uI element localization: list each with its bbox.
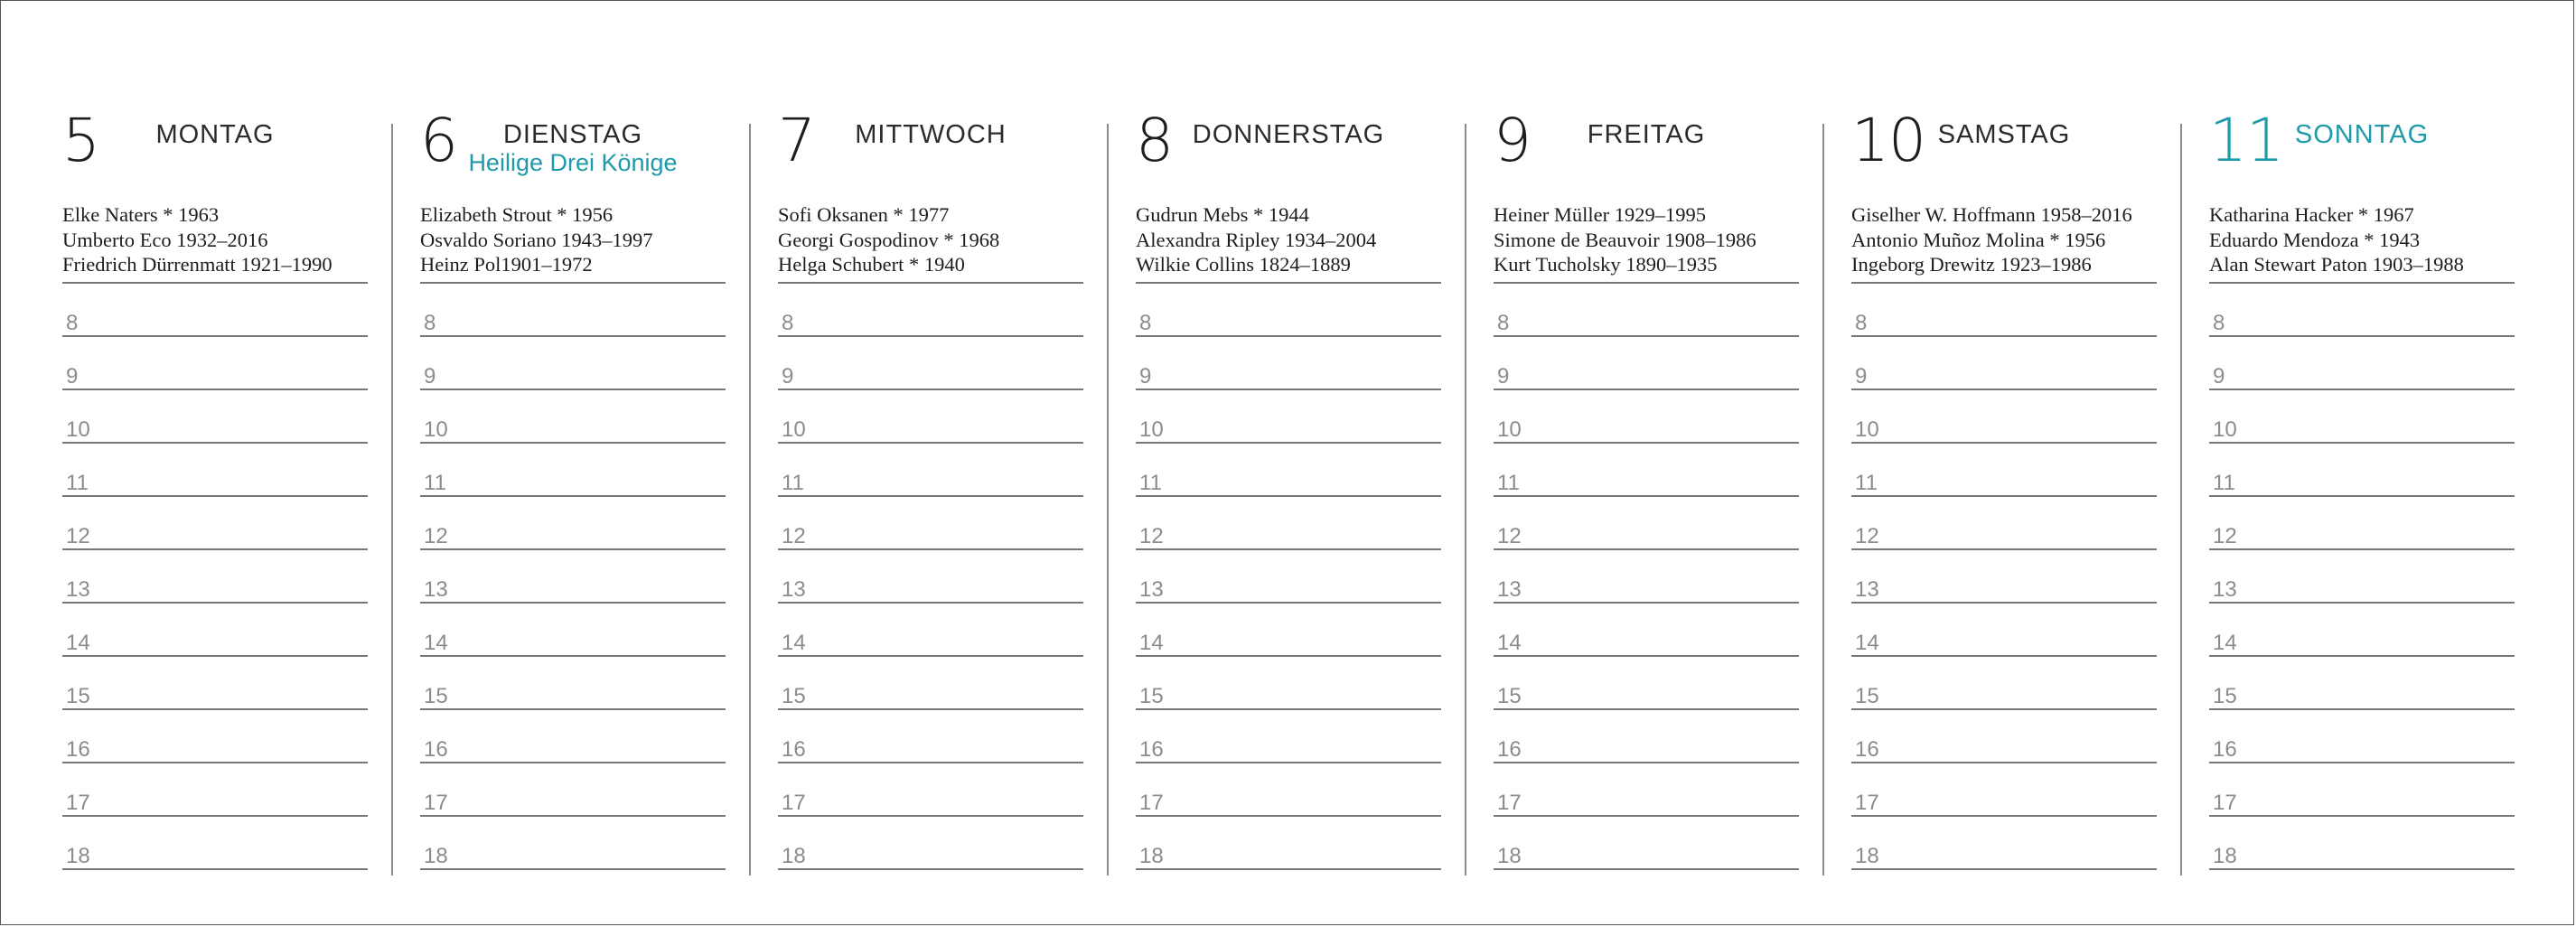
hour-label: 10 <box>1855 417 1879 442</box>
hour-label: 13 <box>1855 577 1879 602</box>
hour-slot[interactable] <box>778 284 1083 337</box>
column-divider <box>1107 124 1109 876</box>
hour-slot[interactable] <box>778 817 1083 870</box>
hour-slots <box>778 284 1083 870</box>
day-number: 11 <box>2209 106 2283 175</box>
hour-label: 9 <box>2213 364 2225 389</box>
hour-slot[interactable] <box>1851 497 2157 550</box>
birthdays-list <box>420 202 726 282</box>
hour-slot[interactable] <box>62 390 368 444</box>
hour-slot[interactable] <box>1136 604 1441 657</box>
day-header <box>1494 106 1799 200</box>
hour-label: 12 <box>66 524 90 548</box>
hour-label: 8 <box>1139 311 1152 335</box>
hour-slot[interactable] <box>1851 550 2157 604</box>
hour-slot[interactable] <box>420 390 726 444</box>
day-column <box>1494 106 1799 874</box>
hour-slot[interactable] <box>1851 284 2157 337</box>
hour-slot[interactable] <box>1136 817 1441 870</box>
hour-label: 17 <box>2213 791 2237 815</box>
day-header <box>62 106 368 200</box>
hour-label: 15 <box>1497 684 1522 708</box>
hour-label: 15 <box>1139 684 1164 708</box>
day-number: 7 <box>778 106 815 175</box>
hour-slot[interactable] <box>2209 337 2515 390</box>
hour-slot[interactable] <box>1494 817 1799 870</box>
hour-label: 15 <box>424 684 448 708</box>
birthday-entry: Gudrun Mebs * 1944 <box>1136 203 1309 226</box>
holiday-label: Heilige Drei Könige <box>468 149 678 176</box>
hour-slot[interactable] <box>1494 763 1799 817</box>
weekday-name: DIENSTAG <box>502 120 643 149</box>
hour-label: 12 <box>782 524 806 548</box>
hour-label: 13 <box>1497 577 1522 602</box>
weekday-name: SONNTAG <box>2294 120 2430 149</box>
hour-label: 17 <box>1855 791 1879 815</box>
hour-slots <box>62 284 368 870</box>
birthday-entry: Umberto Eco 1932–2016 <box>62 228 268 251</box>
hour-label: 10 <box>1497 417 1522 442</box>
hour-label: 16 <box>1139 737 1164 762</box>
hour-label: 18 <box>66 844 90 868</box>
hour-slot[interactable] <box>1494 390 1799 444</box>
hour-label: 16 <box>782 737 806 762</box>
hour-label: 18 <box>1855 844 1879 868</box>
hour-label: 8 <box>424 311 436 335</box>
day-column <box>1136 106 1441 874</box>
hour-label: 9 <box>1855 364 1868 389</box>
hour-label: 10 <box>66 417 90 442</box>
hour-slot[interactable] <box>1136 444 1441 497</box>
hour-label: 8 <box>1497 311 1510 335</box>
hour-label: 12 <box>1855 524 1879 548</box>
hour-slot[interactable] <box>1851 390 2157 444</box>
hour-slot[interactable] <box>1494 444 1799 497</box>
hour-label: 15 <box>1855 684 1879 708</box>
day-column <box>778 106 1083 874</box>
birthday-entry: Alexandra Ripley 1934–2004 <box>1136 228 1377 251</box>
birthday-entry: Helga Schubert * 1940 <box>778 253 965 276</box>
hour-slot[interactable] <box>62 817 368 870</box>
hour-slot[interactable] <box>1851 337 2157 390</box>
hour-slot[interactable] <box>1494 604 1799 657</box>
hour-slot[interactable] <box>62 763 368 817</box>
hour-slot[interactable] <box>420 284 726 337</box>
hour-slot[interactable] <box>1494 550 1799 604</box>
hour-label: 9 <box>1497 364 1510 389</box>
hour-slot[interactable] <box>2209 497 2515 550</box>
hour-label: 11 <box>782 471 804 495</box>
hour-slot[interactable] <box>778 710 1083 763</box>
day-column <box>2209 106 2515 874</box>
day-column <box>1851 106 2157 874</box>
hour-label: 14 <box>424 631 448 655</box>
hour-label: 13 <box>424 577 448 602</box>
hour-slot[interactable] <box>1494 284 1799 337</box>
birthday-entry: Alan Stewart Paton 1903–1988 <box>2209 253 2464 276</box>
birthdays-list <box>62 202 368 282</box>
hour-slot[interactable] <box>2209 763 2515 817</box>
hour-slot[interactable] <box>778 763 1083 817</box>
hour-label: 18 <box>2213 844 2237 868</box>
hour-slot[interactable] <box>420 710 726 763</box>
birthday-entry: Kurt Tucholsky 1890–1935 <box>1494 253 1718 276</box>
birthday-entry: Giselher W. Hoffmann 1958–2016 <box>1851 203 2132 226</box>
birthdays-list <box>1136 202 1441 282</box>
hour-slot[interactable] <box>420 550 726 604</box>
weekday-name: DONNERSTAG <box>1192 120 1385 149</box>
hour-label: 11 <box>66 471 89 495</box>
hour-slots <box>1494 284 1799 870</box>
day-number: 10 <box>1851 106 1925 175</box>
day-header <box>1136 106 1441 200</box>
weekday-name: FREITAG <box>1587 120 1706 149</box>
birthday-entry: Heiner Müller 1929–1995 <box>1494 203 1706 226</box>
hour-label: 15 <box>782 684 806 708</box>
hour-slot[interactable] <box>1851 763 2157 817</box>
hour-label: 18 <box>1497 844 1522 868</box>
hour-slot[interactable] <box>62 444 368 497</box>
hour-label: 15 <box>2213 684 2237 708</box>
hour-label: 14 <box>1497 631 1522 655</box>
hour-label: 18 <box>782 844 806 868</box>
hour-slot[interactable] <box>1136 550 1441 604</box>
day-number: 6 <box>420 106 457 175</box>
birthday-entry: Katharina Hacker * 1967 <box>2209 203 2414 226</box>
hour-label: 11 <box>2213 471 2235 495</box>
hour-slots <box>420 284 726 870</box>
hour-slot[interactable] <box>420 604 726 657</box>
hour-label: 13 <box>2213 577 2237 602</box>
hour-slot[interactable] <box>2209 710 2515 763</box>
hour-slot[interactable] <box>1494 337 1799 390</box>
birthdays-list <box>1851 202 2157 282</box>
hour-slots <box>2209 284 2515 870</box>
hour-slot[interactable] <box>1136 657 1441 710</box>
hour-label: 12 <box>1139 524 1164 548</box>
hour-slot[interactable] <box>2209 284 2515 337</box>
weekday-name: SAMSTAG <box>1937 120 2071 149</box>
hour-slot[interactable] <box>62 710 368 763</box>
hour-label: 13 <box>782 577 806 602</box>
hour-label: 13 <box>66 577 90 602</box>
hour-label: 9 <box>782 364 794 389</box>
birthday-entry: Sofi Oksanen * 1977 <box>778 203 950 226</box>
hour-label: 10 <box>424 417 448 442</box>
hour-label: 16 <box>424 737 448 762</box>
hour-label: 12 <box>2213 524 2237 548</box>
hour-label: 11 <box>424 471 446 495</box>
hour-label: 14 <box>2213 631 2237 655</box>
hour-slot[interactable] <box>1136 337 1441 390</box>
hour-slot[interactable] <box>62 604 368 657</box>
hour-label: 8 <box>66 311 79 335</box>
day-column <box>62 106 368 874</box>
birthday-entry: Elizabeth Strout * 1956 <box>420 203 614 226</box>
hour-label: 13 <box>1139 577 1164 602</box>
hour-label: 8 <box>782 311 794 335</box>
day-number: 9 <box>1494 106 1531 175</box>
hour-slot[interactable] <box>420 817 726 870</box>
hour-slot[interactable] <box>1494 657 1799 710</box>
hour-slot[interactable] <box>1136 763 1441 817</box>
day-column <box>420 106 726 874</box>
hour-slot[interactable] <box>1851 657 2157 710</box>
birthdays-list <box>1494 202 1799 282</box>
day-header <box>2209 106 2515 200</box>
hour-label: 11 <box>1139 471 1162 495</box>
hour-slot[interactable] <box>420 763 726 817</box>
column-divider <box>2180 124 2182 876</box>
hour-label: 10 <box>2213 417 2237 442</box>
day-number: 5 <box>62 106 99 175</box>
hour-slot[interactable] <box>778 604 1083 657</box>
birthday-entry: Elke Naters * 1963 <box>62 203 220 226</box>
column-divider <box>391 124 393 876</box>
hour-label: 15 <box>66 684 90 708</box>
hour-label: 8 <box>1855 311 1868 335</box>
day-header <box>420 106 726 200</box>
hour-label: 16 <box>1497 737 1522 762</box>
hour-slot[interactable] <box>1851 604 2157 657</box>
hour-slot[interactable] <box>1494 497 1799 550</box>
hour-slot[interactable] <box>778 390 1083 444</box>
column-divider <box>1822 124 1824 876</box>
birthday-entry: Eduardo Mendoza * 1943 <box>2209 228 2421 251</box>
weekday-name: MONTAG <box>155 120 275 149</box>
hour-slots <box>1851 284 2157 870</box>
hour-label: 16 <box>2213 737 2237 762</box>
hour-slot[interactable] <box>420 337 726 390</box>
hour-label: 14 <box>1855 631 1879 655</box>
hour-label: 16 <box>1855 737 1879 762</box>
birthdays-list <box>778 202 1083 282</box>
hour-label: 17 <box>424 791 448 815</box>
hour-slot[interactable] <box>1136 284 1441 337</box>
week-columns <box>62 106 2515 874</box>
hour-label: 10 <box>1139 417 1164 442</box>
hour-slot[interactable] <box>1851 710 2157 763</box>
hour-slot[interactable] <box>2209 817 2515 870</box>
birthday-entry: Friedrich Dürrenmatt 1921–1990 <box>62 253 333 276</box>
birthday-entry: Georgi Gospodinov * 1968 <box>778 228 1000 251</box>
hour-slot[interactable] <box>62 284 368 337</box>
hour-label: 9 <box>1139 364 1152 389</box>
hour-slot[interactable] <box>1494 710 1799 763</box>
hour-slot[interactable] <box>778 550 1083 604</box>
hour-label: 14 <box>1139 631 1164 655</box>
hour-slot[interactable] <box>778 497 1083 550</box>
hour-label: 11 <box>1855 471 1878 495</box>
hour-label: 16 <box>66 737 90 762</box>
hour-label: 10 <box>782 417 806 442</box>
hour-slot[interactable] <box>420 497 726 550</box>
hour-slot[interactable] <box>1136 710 1441 763</box>
hour-slot[interactable] <box>62 550 368 604</box>
day-header <box>778 106 1083 200</box>
hour-slots <box>1136 284 1441 870</box>
hour-slot[interactable] <box>62 657 368 710</box>
hour-slot[interactable] <box>1851 817 2157 870</box>
hour-label: 17 <box>66 791 90 815</box>
hour-slot[interactable] <box>2209 444 2515 497</box>
hour-slot[interactable] <box>420 657 726 710</box>
hour-slot[interactable] <box>2209 390 2515 444</box>
hour-label: 17 <box>1497 791 1522 815</box>
hour-slot[interactable] <box>62 497 368 550</box>
day-header <box>1851 106 2157 200</box>
hour-slot[interactable] <box>778 337 1083 390</box>
hour-label: 18 <box>424 844 448 868</box>
birthday-entry: Wilkie Collins 1824–1889 <box>1136 253 1351 276</box>
birthday-entry: Osvaldo Soriano 1943–1997 <box>420 228 653 251</box>
birthday-entry: Heinz Pol1901–1972 <box>420 253 593 276</box>
hour-label: 14 <box>66 631 90 655</box>
hour-label: 14 <box>782 631 806 655</box>
hour-label: 18 <box>1139 844 1164 868</box>
hour-slot[interactable] <box>2209 604 2515 657</box>
hour-slot[interactable] <box>420 444 726 497</box>
weekday-name: MITTWOCH <box>855 120 1007 149</box>
birthday-entry: Antonio Muñoz Molina * 1956 <box>1851 228 2106 251</box>
hour-label: 9 <box>424 364 436 389</box>
hour-slot[interactable] <box>1136 390 1441 444</box>
column-divider <box>749 124 751 876</box>
hour-slot[interactable] <box>778 657 1083 710</box>
hour-label: 8 <box>2213 311 2225 335</box>
hour-slot[interactable] <box>2209 657 2515 710</box>
day-number: 8 <box>1136 106 1173 175</box>
hour-label: 12 <box>1497 524 1522 548</box>
hour-slot[interactable] <box>1136 497 1441 550</box>
birthdays-list <box>2209 202 2515 282</box>
hour-label: 11 <box>1497 471 1520 495</box>
hour-label: 12 <box>424 524 448 548</box>
birthday-entry: Ingeborg Drewitz 1923–1986 <box>1851 253 2092 276</box>
hour-label: 9 <box>66 364 79 389</box>
hour-label: 17 <box>1139 791 1164 815</box>
hour-slot[interactable] <box>62 337 368 390</box>
hour-label: 17 <box>782 791 806 815</box>
hour-slot[interactable] <box>2209 550 2515 604</box>
birthday-entry: Simone de Beauvoir 1908–1986 <box>1494 228 1756 251</box>
hour-slot[interactable] <box>778 444 1083 497</box>
column-divider <box>1465 124 1466 876</box>
hour-slot[interactable] <box>1851 444 2157 497</box>
